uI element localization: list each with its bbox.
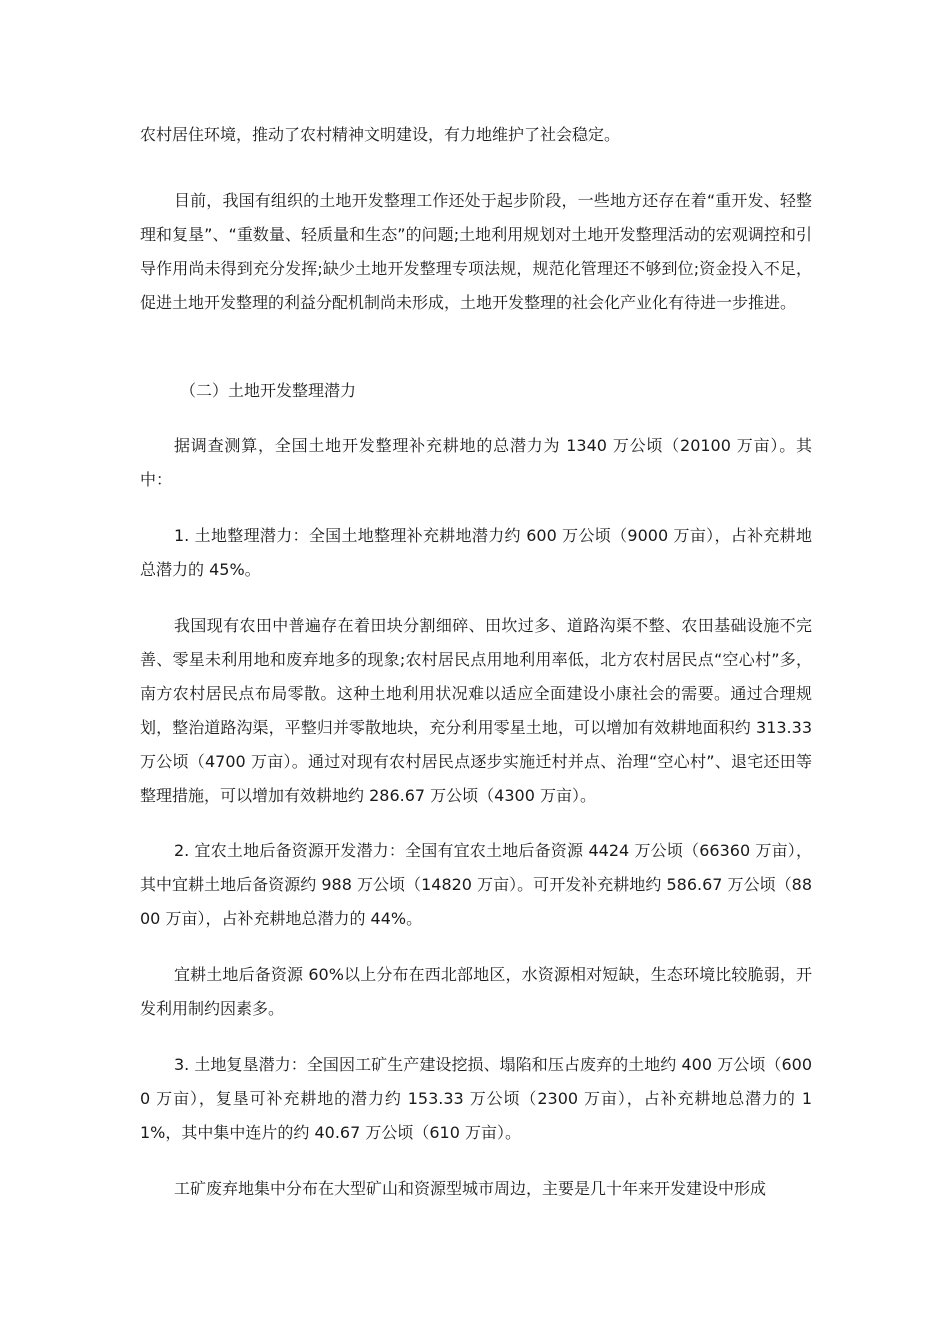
paragraph-current-status: 目前，我国有组织的土地开发整理工作还处于起步阶段，一些地方还存在着“重开发、轻整理和复垦”、“重数量、轻质量和生态”的问题;土地利用规划对土地开发整理活动的宏观调控和引导作用尚未得到充分发挥;缺少土地开发整理专项法规，规范化管理还不够到位;资金投入不足，促进土地开发整理的利益分配机制尚未形成，土地开发整理的社会化产业化有待进一步推进。: [140, 191, 812, 312]
paragraph-reserve-resources: 2. 宜农土地后备资源开发潜力：全国有宜农土地后备资源 4424 万公顷（66360 万亩），其中宜耕土地后备资源约 988 万公顷（14820 万亩）。可开发补充耕地约 586.67 万公顷（8800 万亩），占补充耕地总潜力的 44%。: [140, 841, 812, 928]
paragraph-continuation: 农村居住环境，推动了农村精神文明建设，有力地维护了社会稳定。: [140, 125, 621, 144]
section-heading: （二）土地开发整理潜力: [180, 381, 357, 400]
paragraph-total-potential: 据调查测算，全国土地开发整理补充耕地的总潜力为 1340 万公顷（20100 万亩）。其中：: [140, 436, 812, 489]
paragraph-reclamation: 3. 土地复垦潜力：全国因工矿生产建设挖损、塌陷和压占废弃的土地约 400 万公顷（6000 万亩），复垦可补充耕地的潜力约 153.33 万公顷（2300 万亩），占补充耕地总潜力的 11%，其中集中连片的约 40.67 万公顷（610 万亩）。: [140, 1055, 812, 1142]
paragraph-land-consolidation: 1. 土地整理潜力：全国土地整理补充耕地潜力约 600 万公顷（9000 万亩），占补充耕地总潜力的 45%。: [140, 526, 812, 579]
paragraph-mining-wasteland: 工矿废弃地集中分布在大型矿山和资源型城市周边，主要是几十年来开发建设中形成: [174, 1179, 767, 1198]
paragraph-farmland-issues: 我国现有农田中普遍存在着田块分割细碎、田坎过多、道路沟渠不整、农田基础设施不完善、零星未利用地和废弃地多的现象;农村居民点用地利用率低，北方农村居民点“空心村”多，南方农村居民点布局零散。这种土地利用状况难以适应全面建设小康社会的需要。通过合理规划，整治道路沟渠，平整归并零散地块，充分利用零星土地，可以增加有效耕地面积约 313.33 万公顷（4700 万亩）。通过对现有农村居民点逐步实施迁村并点、治理“空心村”、退宅还田等整理措施，可以增加有效耕地约 286.67 万公顷（4300 万亩）。: [140, 616, 812, 805]
paragraph-northwest: 宜耕土地后备资源 60%以上分布在西北部地区，水资源相对短缺，生态环境比较脆弱，开发利用制约因素多。: [140, 965, 812, 1018]
